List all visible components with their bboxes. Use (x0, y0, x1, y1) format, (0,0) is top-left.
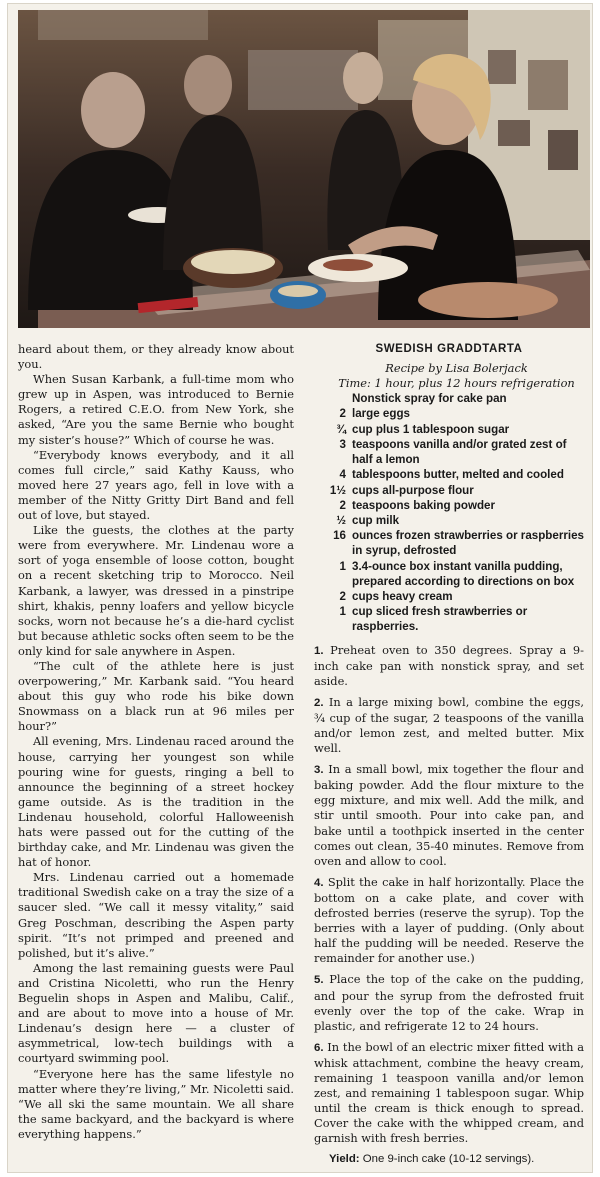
ingredient-quantity: 1½ (329, 483, 346, 497)
article-paragraph: “Everyone here has the same lifestyle no matter where they’re living,” Mr. Nicoletti said. “We all ski the same mountain. We all share the same backyard, and the backyard is where everything happens.” (18, 1066, 294, 1141)
ingredient-item (314, 513, 584, 528)
party-photo-illustration (18, 10, 590, 328)
article-paragraph: Mrs. Lindenau carried out a homemade traditional Swedish cake on a tray the size of a saucer sled. “We call it messy vitality,” said Greg Poschman, describing the Aspen party spirit. “It’s not primped and preened and polished, but it’s alive.” (18, 870, 294, 960)
party-photo (18, 10, 590, 328)
article-paragraph: All evening, Mrs. Lindenau raced around the house, carrying her youngest son while pouring wine for guests, ringing a bell to announce the beginning of a street hockey game outside. As is the tradition in the Lindenau household, colorful Halloweenish hats were passed out for the cutting of the birthday cake, and Mr. Lindenau was given the hat of honor. (18, 734, 294, 870)
ingredient-text: 3.4-ounce box instant vanilla pudding, prepared according to directions on box (352, 559, 575, 588)
ingredient-quantity: 2 (339, 407, 346, 421)
ingredient-quantity: ½ (336, 513, 346, 527)
article-paragraph: “Everybody knows everybody, and it all comes full circle,” said Kathy Kauss, who moved here 27 years ago, fell in love with a member of the Nitty Gritty Dirt Band and fell out of love, but stayed. (18, 447, 294, 523)
ingredient-item (314, 483, 584, 498)
ingredient-item (314, 498, 584, 513)
ingredient-item (314, 406, 584, 421)
ingredient-list (314, 391, 584, 634)
step-text: Place the top of the cake on the pudding, and pour the syrup from the defrosted fruit evenly over the top of the cake. Wrap in plastic, and refrigerate 12 to 24 hours. (314, 972, 584, 1033)
ingredient-item (314, 589, 584, 604)
article-paragraph: Like the guests, the clothes at the party were from everywhere. Mr. Lindenau wore a sort of yoga ensemble of loose cotton, bought on a recent sketching trip to Morocco. Neil Karbank, a lawyer, was dressed in a pinstripe shirt, khakis, penny loafers and yellow bicycle socks, worn not because he’s a die-hard cyclist but because athletic socks often seem to be the only kind for sale anywhere in Aspen. (18, 523, 294, 658)
ingredient-item (314, 528, 584, 558)
ingredient-quantity: 1 (339, 559, 346, 573)
ingredient-quantity: ¾ (336, 422, 346, 436)
ingredient-text: cups all-purpose flour (352, 483, 474, 497)
ingredient-text: cups heavy cream (352, 589, 453, 603)
article-paragraph: Among the last remaining guests were Paul and Cristina Nicoletti, who run the Henry Beguelin shops in Aspen and Malibu, Calif., and are about to move into a house of Mr. Lindenau’s design here — a cluster of asymmetrical, low-tech buildings with a courtyard swimming pool. (18, 960, 294, 1066)
ingredient-item (314, 391, 584, 406)
ingredient-quantity: 4 (339, 468, 346, 482)
ingredient-quantity: 1 (339, 605, 346, 619)
ingredient-quantity: 2 (339, 589, 346, 603)
article-paragraph: When Susan Karbank, a full-time mom who grew up in Aspen, was introduced to Bernie Rogers, a retired C.E.O. from New York, she asked, “Are you the same Bernie who bought my sister’s house?” Which of course he was. (18, 372, 294, 447)
ingredient-text: ounces frozen strawberries or raspberries in syrup, defrosted (352, 529, 584, 558)
ingredient-text: tablespoons butter, melted and cooled (352, 468, 564, 482)
step-item (314, 695, 584, 756)
step-text: Split the cake in half horizontally. Place the bottom on a cake plate, and cover with defrosted berries (reserve the syrup). Top the berries with a layer of pudding. (Only about half the pudding will be needed. Reserve the remainder for another use.) (314, 874, 584, 966)
ingredient-item (314, 437, 584, 467)
step-list (314, 643, 584, 1147)
recipe-time: Time: 1 hour, plus 12 hours refrigeration (338, 376, 575, 391)
step-item (314, 875, 584, 967)
ingredient-item (314, 559, 584, 589)
step-item (314, 972, 584, 1033)
ingredient-text: Nonstick spray for cake pan (352, 392, 507, 406)
step-text: In a large mixing bowl, combine the eggs, ¾ cup of the sugar, 2 teaspoons of the vanilla and/or lemon zest, and melted butter. Mix well. (314, 694, 584, 756)
ingredient-quantity (314, 391, 352, 406)
yield-text: One 9-inch cake (10-12 servings). (362, 1153, 535, 1166)
step-text: In a small bowl, mix together the flour and baking powder. Add the flour mixture to the egg mixture, and mix well. Add the milk, and stir until smooth. Pour into cake pan, and bake until a toothpick inserted in the center comes out clean, 35-40 minutes. Remove from oven and allow to cool. (314, 762, 584, 868)
ingredient-item (314, 467, 584, 482)
step-text: In the bowl of an electric mixer fitted with a whisk attachment, combine the heavy cream, remaining 1 teaspoon vanilla and/or lemon zest, and remaining 1 tablespoon sugar. Whip until the cream is thick enough to spread. Cover the cake with the whipped cream, and garnish with fresh berries. (314, 1039, 584, 1146)
ingredient-item (314, 422, 584, 437)
ingredient-text: teaspoons baking powder (352, 498, 496, 512)
ingredient-quantity: 2 (339, 498, 346, 512)
recipe-yield (314, 1152, 584, 1167)
step-number: 5. (314, 974, 324, 987)
step-item (314, 762, 584, 869)
step-number: 4. (314, 876, 324, 889)
step-number: 3. (314, 764, 324, 777)
recipe-title: SWEDISH GRADDTARTA (375, 343, 523, 355)
recipe-byline: Recipe by Lisa Bolerjack (385, 361, 528, 376)
ingredient-text: teaspoons vanilla and/or grated zest of half a lemon (352, 437, 567, 467)
step-number: 6. (314, 1041, 324, 1054)
recipe-column (314, 342, 584, 1168)
ingredient-text: large eggs (352, 407, 410, 421)
ingredient-text: cup sliced fresh strawberries or raspberries. (352, 605, 528, 634)
step-item (314, 1040, 584, 1147)
step-number: 2. (314, 696, 324, 709)
newspaper-clipping (8, 4, 592, 1172)
ingredient-item (314, 604, 584, 634)
article-column (18, 342, 294, 1142)
yield-label: Yield: (329, 1153, 360, 1166)
ingredient-quantity: 3 (339, 437, 346, 451)
article-paragraph: heard about them, or they already know about you. (18, 342, 294, 372)
ingredient-text: cup plus 1 tablespoon sugar (352, 422, 510, 436)
ingredient-quantity: 16 (333, 529, 346, 543)
step-item (314, 643, 584, 689)
step-number: 1. (314, 644, 324, 657)
ingredient-text: cup milk (352, 513, 400, 527)
article-paragraph: “The cult of the athlete here is just overpowering,” Mr. Karbank said. “You heard about this guy who rode his bike down Snowmass on a black run at 96 miles per hour?” (18, 658, 294, 734)
step-text: Preheat oven to 350 degrees. Spray a 9-inch cake pan with nonstick spray, and set aside. (314, 642, 585, 688)
